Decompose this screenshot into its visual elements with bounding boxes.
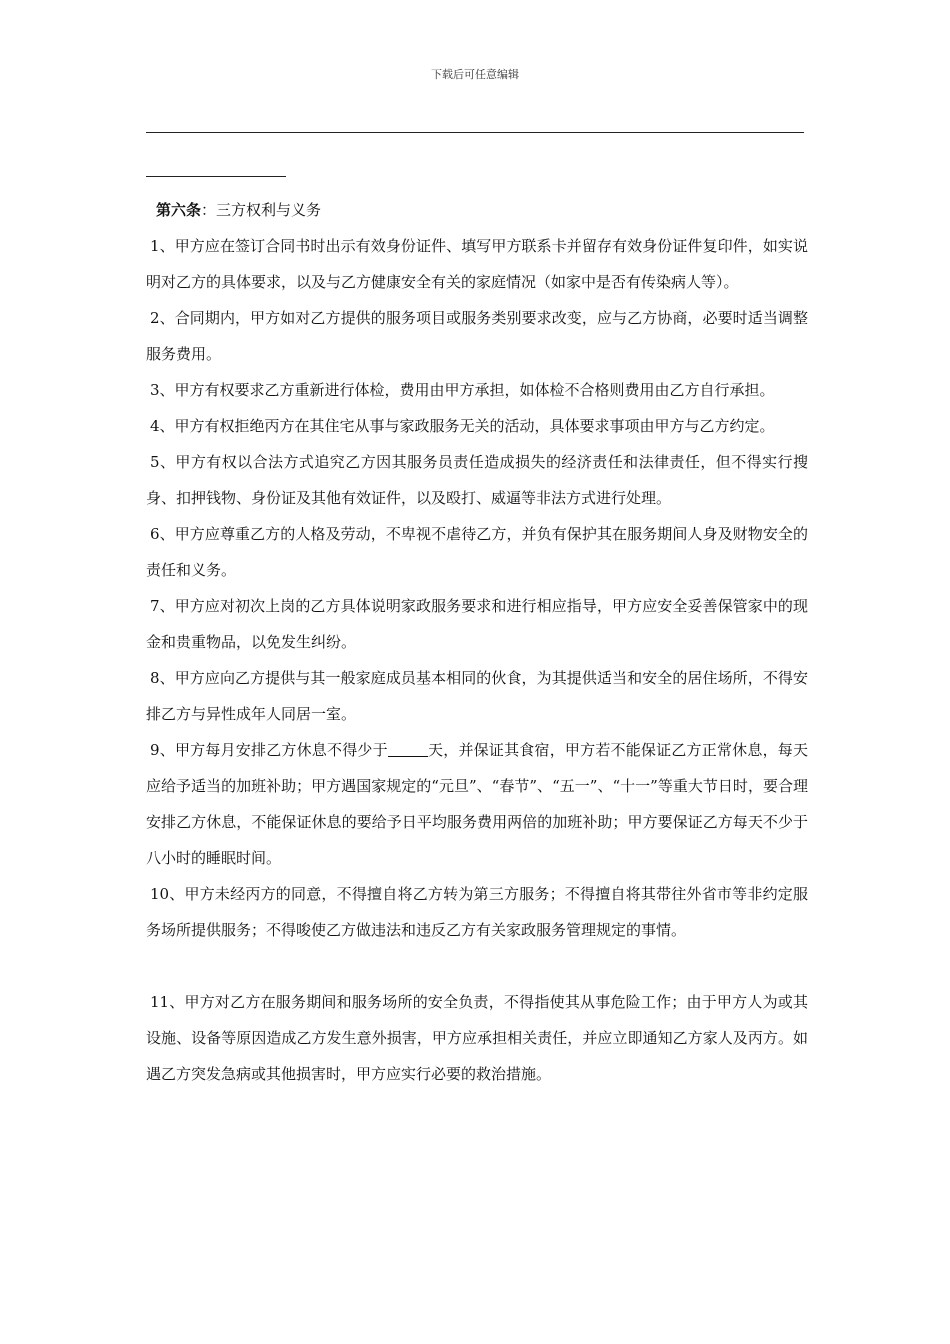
- section-heading: [146, 192, 808, 228]
- clause-3: 3、甲方有权要求乙方重新进行体检，费用由甲方承担，如体检不合格则费用由乙方自行承担。: [150, 381, 775, 399]
- clause-9-start: 9、甲方每月安排乙方休息不得少于: [150, 741, 388, 759]
- section-colon: ：: [201, 201, 217, 219]
- separator-line-short: [146, 176, 286, 177]
- clause-8: 8、甲方应向乙方提供与其一般家庭成员基本相同的伙食，为其提供适当和安全的居住场所，不得安排乙方与异性成年人同居一室。: [146, 669, 808, 723]
- fill-in-blank[interactable]: [388, 742, 428, 757]
- clause-4: 4、甲方有权拒绝丙方在其住宅从事与家政服务无关的活动，具体要求事项由甲方与乙方约定。: [150, 417, 775, 435]
- clause-9: [146, 732, 808, 876]
- section-label: 第六条: [156, 201, 202, 219]
- clause-2: 2、合同期内，甲方如对乙方提供的服务项目或服务类别要求改变，应与乙方协商，必要时适当调整服务费用。: [146, 309, 808, 363]
- clause-11: 11、甲方对乙方在服务期间和服务场所的安全负责，不得指使其从事危险工作；由于甲方人为或其设施、设备等原因造成乙方发生意外损害，甲方应承担相关责任，并应立即通知乙方家人及丙方。如遇乙方突发急病或其他损害时，甲方应实行必要的救治措施。: [146, 993, 808, 1083]
- clause-6: 6、甲方应尊重乙方的人格及劳动，不卑视不虐待乙方，并负有保护其在服务期间人身及财物安全的责任和义务。: [146, 525, 808, 579]
- clause-9-end: 天，并保证其食宿，甲方若不能保证乙方正常休息，每天应给予适当的加班补助；甲方遇国家规定的“元旦”、“春节”、“五一”、“十一”等重大节日时，要合理安排乙方休息，不能保证休息的要给予日平均服务费用两倍的加班补助；甲方要保证乙方每天不少于八小时的睡眠时间。: [146, 741, 808, 867]
- clause-1: 1、甲方应在签订合同书时出示有效身份证件、填写甲方联系卡并留存有效身份证件复印件，如实说明对乙方的具体要求，以及与乙方健康安全有关的家庭情况（如家中是否有传染病人等）。: [146, 237, 808, 291]
- clause-5: 5、甲方有权以合法方式追究乙方因其服务员责任造成损失的经济责任和法律责任，但不得实行搜身、扣押钱物、身份证及其他有效证件，以及殴打、威逼等非法方式进行处理。: [146, 453, 808, 507]
- clause-7: 7、甲方应对初次上岗的乙方具体说明家政服务要求和进行相应指导，甲方应安全妥善保管家中的现金和贵重物品，以免发生纠纷。: [146, 597, 808, 651]
- separator-line: [146, 132, 804, 133]
- header-note: 下载后可任意编辑: [431, 68, 519, 81]
- section-title: 三方权利与义务: [216, 201, 322, 219]
- clause-10: 10、甲方未经丙方的同意，不得擅自将乙方转为第三方服务；不得擅自将其带往外省市等非约定服务场所提供服务；不得唆使乙方做违法和违反乙方有关家政服务管理规定的事情。: [146, 885, 808, 939]
- document-body: [146, 192, 808, 1092]
